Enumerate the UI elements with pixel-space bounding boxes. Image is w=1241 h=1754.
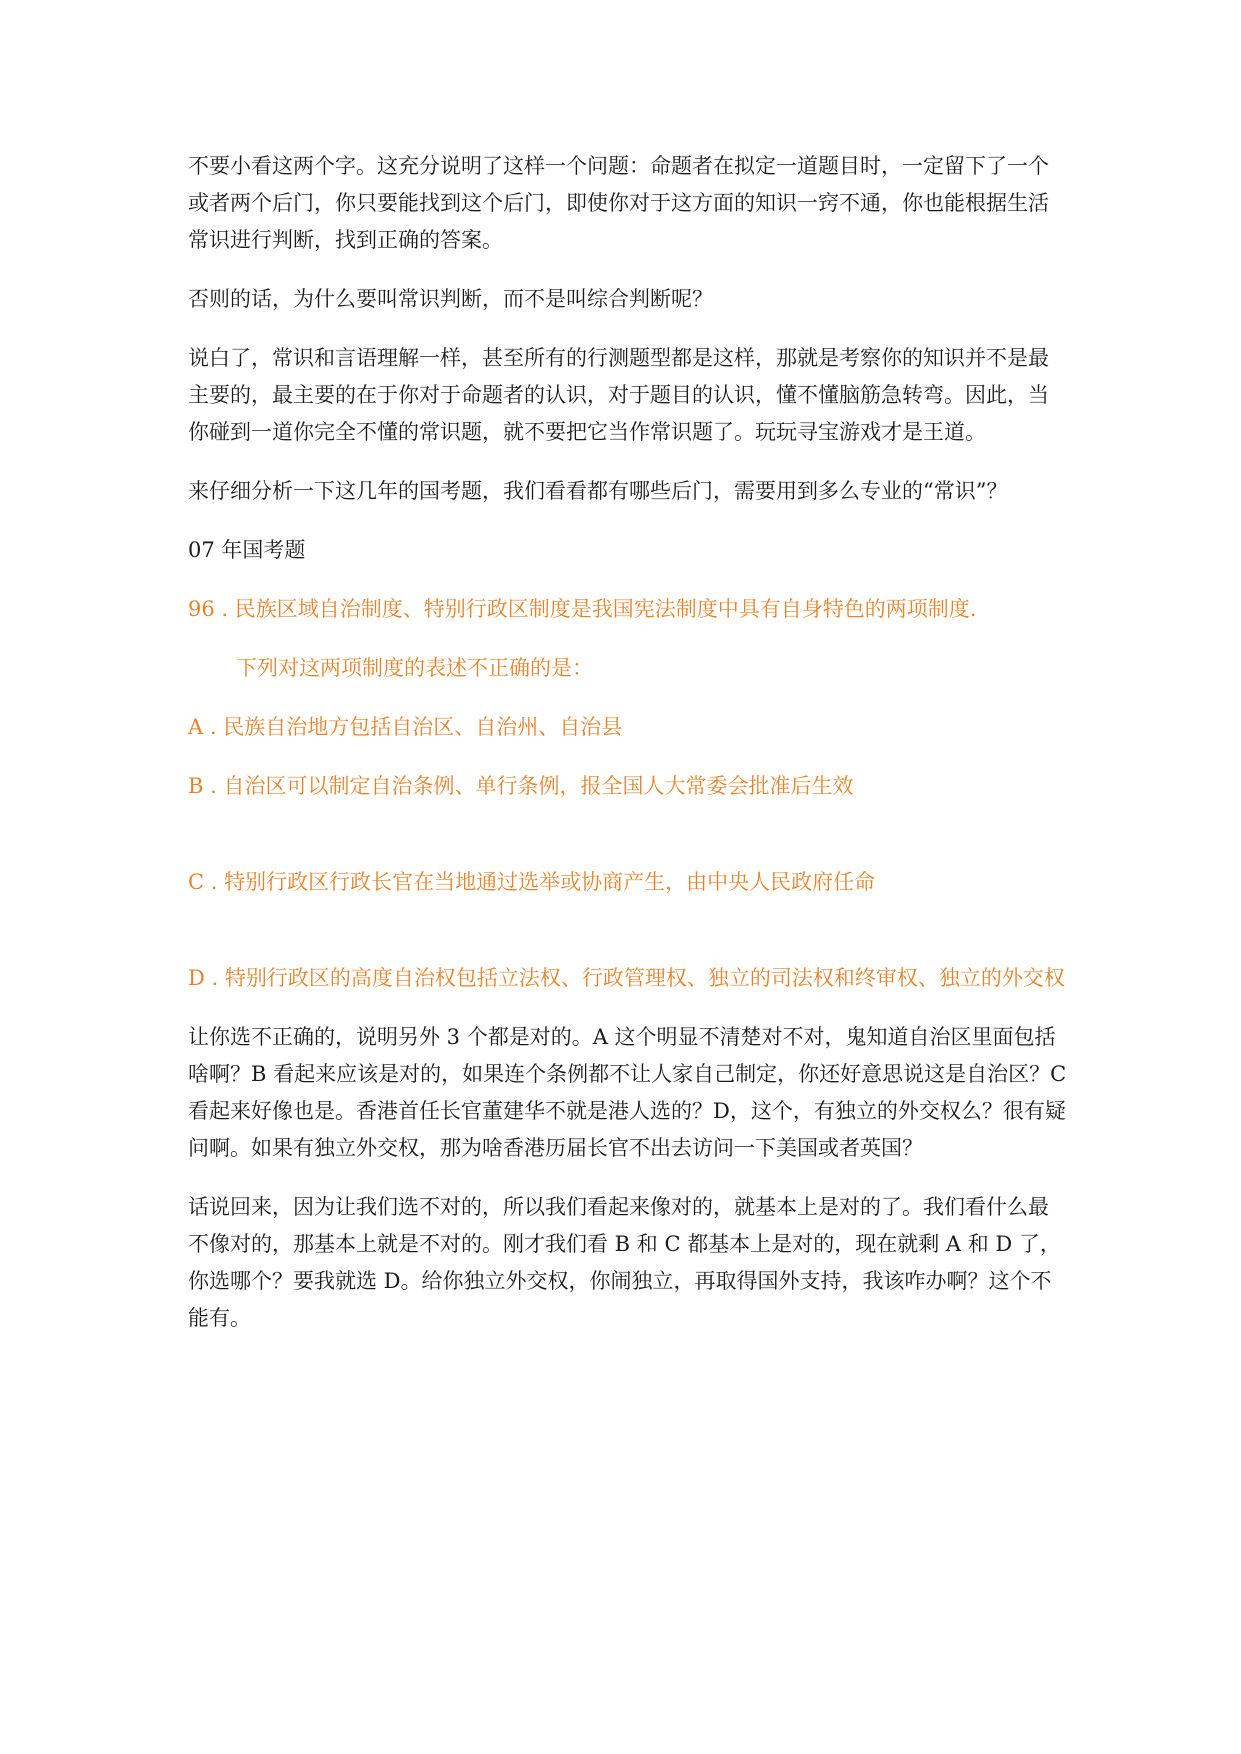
option-b: B . 自治区可以制定自治条例、单行条例，报全国人大常委会批准后生效 (188, 774, 854, 798)
option-d: D . 特别行政区的高度自治权包括立法权、行政管理权、独立的司法权和终审权、独立的外交权 (188, 966, 1065, 990)
option-c: C . 特别行政区行政长官在当地通过选举或协商产生，由中央人民政府任命 (188, 870, 876, 894)
paragraph-analysis-intro: 来仔细分析一下这几年的国考题，我们看看都有哪些后门，需要用到多么专业的“常识”？ (188, 479, 1008, 503)
question-stem: 96 . 民族区域自治制度、特别行政区制度是我国宪法制度中具有自身特色的两项制度. (188, 597, 977, 621)
option-a: A . 民族自治地方包括自治区、自治州、自治县 (188, 715, 623, 739)
section-heading-07: 07 年国考题 (188, 538, 306, 562)
paragraph-conclusion: 话说回来，因为让我们选不对的，所以我们看起来像对的，就基本上是对的了。我们看什么最不像对的，那基本上就是不对的。刚才我们看 B 和 C 都基本上是对的，现在就剩 A 和 D 了，你选哪个？要我就选 D。给你独立外交权，你闹独立，再取得国外支持，我该咋办啊？这个不能有。 (188, 1195, 1061, 1330)
paragraph-intro: 不要小看这两个字。这充分说明了这样一个问题：命题者在拟定一道题目时，一定留下了一个或者两个后门，你只要能找到这个后门，即使你对于这方面的知识一窍不通，你也能根据生活常识进行判断，找到正确的答案。 (188, 154, 1049, 252)
paragraph-question-why: 否则的话，为什么要叫常识判断，而不是叫综合判断呢？ (188, 287, 713, 311)
paragraph-explanation: 说白了，常识和言语理解一样，甚至所有的行测题型都是这样，那就是考察你的知识并不是最主要的，最主要的在于你对于命题者的认识，对于题目的认识，懂不懂脑筋急转弯。因此，当你碰到一道你完全不懂的常识题，就不要把它当作常识题了。玩玩寻宝游戏才是王道。 (188, 346, 1049, 444)
question-prompt: 下列对这两项制度的表述不正确的是： (236, 656, 593, 680)
paragraph-reasoning: 让你选不正确的，说明另外 3 个都是对的。A 这个明显不清楚对不对，鬼知道自治区里面包括啥啊？B 看起来应该是对的，如果连个条例都不让人家自己制定，你还好意思说这是自治区？C 看起来好像也是。香港首任长官董建华不就是港人选的？D，这个，有独立的外交权么？很有疑问啊。如果有独立外交权，那为啥香港历届长官不出去访问一下美国或者英国？ (188, 1025, 1067, 1160)
document-page (188, 148, 1068, 1359)
